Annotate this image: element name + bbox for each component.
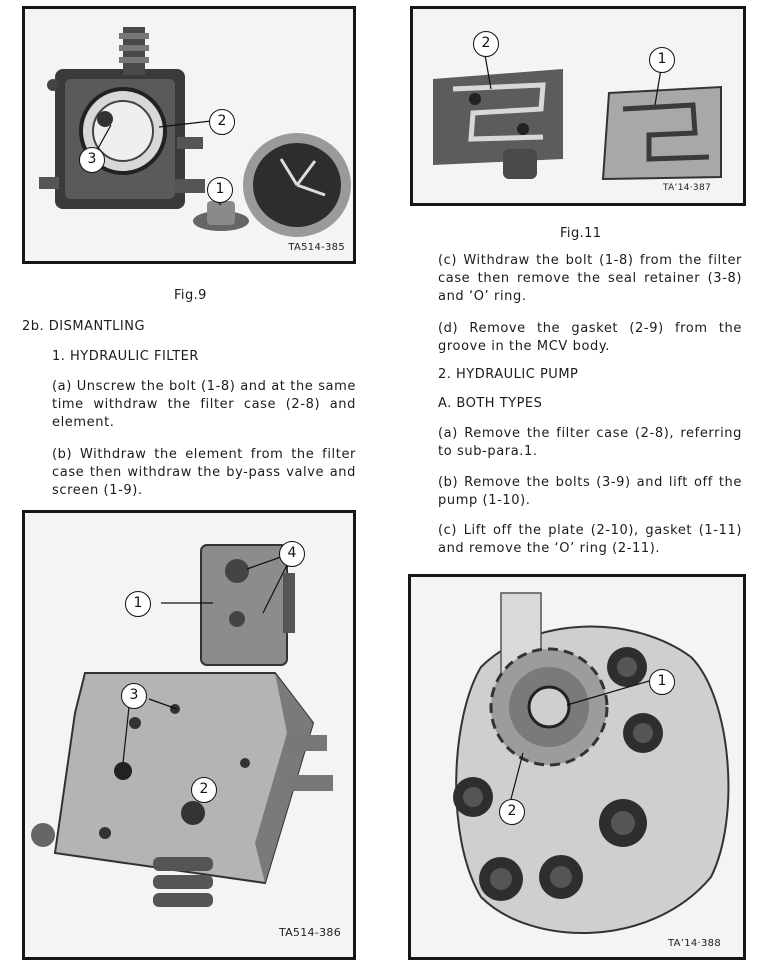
callout-4: 4: [279, 541, 305, 567]
figure-reference: TA’14·387: [662, 183, 711, 193]
callout-3: 3: [79, 147, 105, 173]
pump-step-b-text: (b) Remove the bolts (3-9) and lift off the pump (1-10).: [438, 475, 742, 508]
section-heading-dismantling: 2b. DISMANTLING: [22, 319, 146, 334]
callout-1: 1: [649, 47, 675, 73]
callout-2: 2: [473, 31, 499, 57]
mcv-and-pump-illustration: [25, 513, 353, 957]
callout-1: 1: [125, 591, 151, 617]
callout-2: 2: [209, 109, 235, 135]
figure-reference: TA514-385: [288, 242, 345, 253]
callout-1: 1: [207, 177, 233, 203]
figure-12-photo: [408, 574, 746, 960]
callout-1: 1: [649, 669, 675, 695]
hydraulic-pump-illustration: [411, 577, 743, 957]
step-d-text: (d) Remove the gasket (2-9) from the groove in the MCV body.: [438, 321, 742, 354]
figure-9-photo: [22, 6, 356, 264]
callout-3: 3: [121, 683, 147, 709]
step-b-text: (b) Withdraw the element from the filter case then withdraw the by-pass valve and screen (1-9).: [52, 447, 356, 498]
figure-reference: TA’14·388: [667, 938, 721, 949]
subheading-hydraulic-filter: 1. HYDRAULIC FILTER: [52, 349, 199, 364]
figure-11-photo: [410, 6, 746, 206]
pump-step-a-text: (a) Remove the filter case (2-8), referring to sub-para.1.: [438, 426, 742, 459]
figure-10-photo: [22, 510, 356, 960]
figure-9-caption: Fig.9: [174, 288, 207, 303]
mcv-plates-illustration: [413, 9, 743, 203]
subheading-both-types: A. BOTH TYPES: [438, 396, 543, 411]
step-c-text: (c) Withdraw the bolt (1-8) from the filter case then remove the seal retainer (3-8) and ‘O’ ring.: [438, 253, 742, 304]
filter-assembly-illustration: [25, 9, 353, 261]
figure-reference: TA514-386: [278, 926, 341, 939]
callout-2: 2: [191, 777, 217, 803]
subheading-hydraulic-pump: 2. HYDRAULIC PUMP: [438, 367, 579, 382]
step-a-text: (a) Unscrew the bolt (1-8) and at the same time withdraw the filter case (2-8) and element.: [52, 379, 356, 430]
callout-2: 2: [499, 799, 525, 825]
pump-step-c-text: (c) Lift off the plate (2-10), gasket (1-11) and remove the ‘O’ ring (2-11).: [438, 523, 742, 556]
figure-11-caption: Fig.11: [560, 226, 602, 241]
